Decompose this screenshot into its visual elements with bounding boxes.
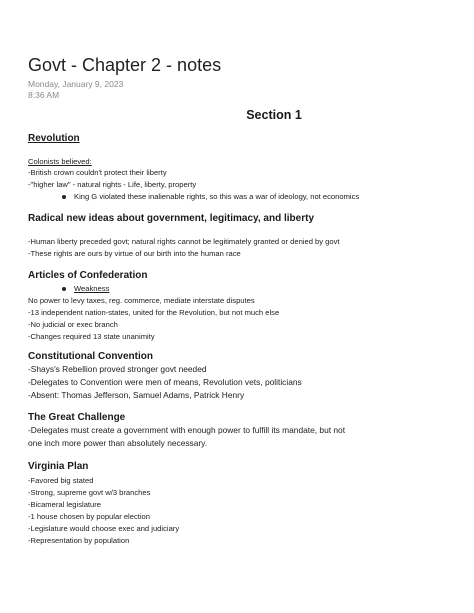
bullet-icon [62, 287, 66, 291]
articles-line-2: -13 independent nation-states, united for the Revolution, but not much else [28, 308, 280, 317]
articles-line-4: -Changes required 13 state unanimity [28, 332, 155, 341]
note-time: 8:36 AM [28, 90, 60, 100]
revolution-heading: Revolution [28, 133, 80, 144]
articles-line-1: No power to levy taxes, reg. commerce, mediate interstate disputes [28, 296, 255, 305]
revolution-line-2: -"higher law" - natural rights - Life, liberty, property [28, 180, 197, 189]
virginia-line-1: -Favored big stated [28, 476, 94, 485]
convention-heading: Constitutional Convention [28, 351, 153, 362]
note-date: Monday, January 9, 2023 [28, 79, 124, 89]
convention-line-3: -Absent: Thomas Jefferson, Samuel Adams, Patrick Henry [28, 390, 245, 400]
revolution-sub-label: Colonists believed: [28, 157, 92, 166]
virginia-line-6: -Representation by population [28, 536, 130, 545]
virginia-line-4: -1 house chosen by popular election [28, 512, 151, 521]
section-heading: Section 1 [246, 108, 302, 122]
radical-heading: Radical new ideas about government, legitimacy, and liberty [28, 213, 315, 224]
page-title: Govt - Chapter 2 - notes [28, 55, 222, 75]
revolution-line-1: -British crown couldn't protect their liberty [28, 168, 167, 177]
virginia-line-2: -Strong, supreme govt w/3 branches [28, 488, 151, 497]
articles-heading: Articles of Confederation [28, 270, 148, 281]
challenge-heading: The Great Challenge [28, 412, 126, 423]
articles-line-3: -No judicial or exec branch [28, 320, 118, 329]
articles-bullet-text: Weakness [74, 284, 110, 293]
convention-line-2: -Delegates to Convention were men of means, Revolution vets, politicians [28, 377, 302, 387]
radical-line-1: -Human liberty preceded govt; natural rights cannot be legitimately granted or denied by govt [28, 237, 340, 246]
revolution-bullet [62, 192, 359, 201]
challenge-line-1: -Delegates must create a government with enough power to fulfill its mandate, but not [28, 425, 346, 435]
bullet-icon [62, 195, 66, 199]
challenge-line-2: one inch more power than absolutely necessary. [28, 438, 208, 448]
virginia-line-5: -Legislature would choose exec and judiciary [28, 524, 180, 533]
articles-bullet [62, 284, 109, 293]
virginia-line-3: -Bicameral legislature [28, 500, 102, 509]
virginia-heading: Virginia Plan [28, 461, 89, 472]
revolution-bullet-text: King G violated these inalienable rights, so this was a war of ideology, not economics [74, 192, 360, 201]
radical-line-2: -These rights are ours by virtue of our birth into the human race [28, 249, 241, 258]
convention-line-1: -Shays's Rebellion proved stronger govt needed [28, 364, 207, 374]
